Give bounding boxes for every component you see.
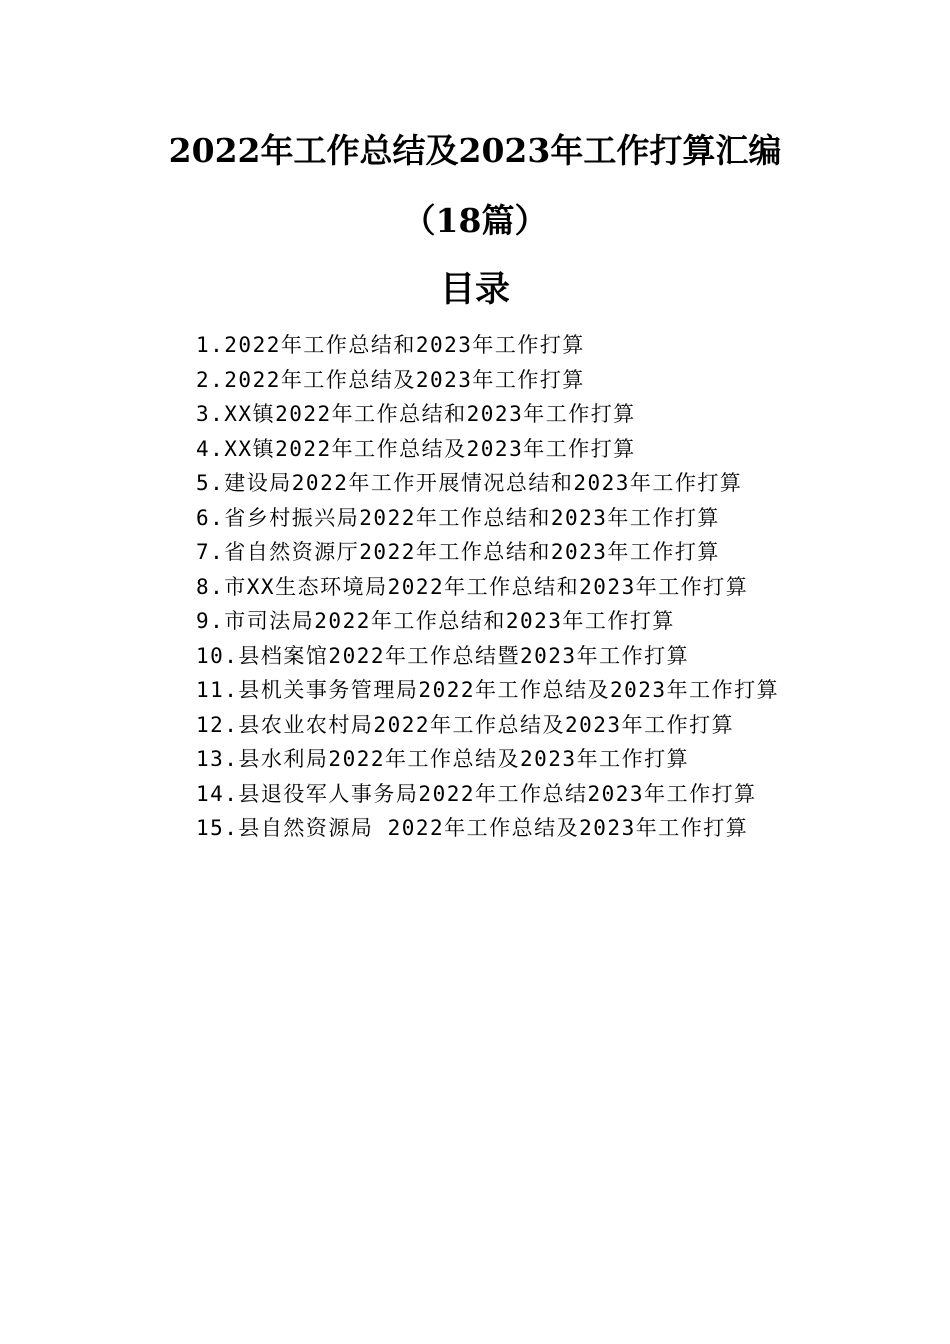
toc-item-1: 1.2022年工作总结和2023年工作打算 — [196, 333, 585, 357]
toc-item-5: 5.建设局2022年工作开展情况总结和2023年工作打算 — [196, 471, 743, 495]
toc-heading: 目录 — [439, 269, 510, 310]
table-of-contents — [146, 328, 808, 846]
toc-item-10: 10.县档案馆2022年工作总结暨2023年工作打算 — [196, 643, 690, 668]
toc-item-7: 7.省自然资源厅2022年工作总结和2023年工作打算 — [196, 540, 720, 564]
toc-item-11: 11.县机关事务管理局2022年工作总结及2023年工作打算 — [196, 678, 780, 702]
toc-item-14: 14.县退役军人事务局2022年工作总结2023年工作打算 — [196, 781, 757, 806]
toc-item-4: 4.XX镇2022年工作总结及2023年工作打算 — [196, 436, 636, 461]
toc-item-13: 13.县水利局2022年工作总结及2023年工作打算 — [196, 747, 690, 771]
toc-item-9: 9.市司法局2022年工作总结和2023年工作打算 — [196, 609, 675, 633]
toc-item-15: 15.县自然资源局 2022年工作总结及2023年工作打算 — [196, 816, 749, 840]
toc-item-12: 12.县农业农村局2022年工作总结及2023年工作打算 — [196, 712, 735, 737]
document-title: 2022年工作总结及2023年工作打算汇编 — [168, 131, 782, 170]
toc-item-2: 2.2022年工作总结及2023年工作打算 — [196, 367, 585, 392]
toc-item-8: 8.市XX生态环境局2022年工作总结和2023年工作打算 — [196, 574, 749, 599]
document-subtitle: （18篇） — [402, 201, 548, 240]
toc-item-6: 6.省乡村振兴局2022年工作总结和2023年工作打算 — [196, 505, 720, 530]
toc-item-3: 3.XX镇2022年工作总结和2023年工作打算 — [196, 402, 636, 426]
